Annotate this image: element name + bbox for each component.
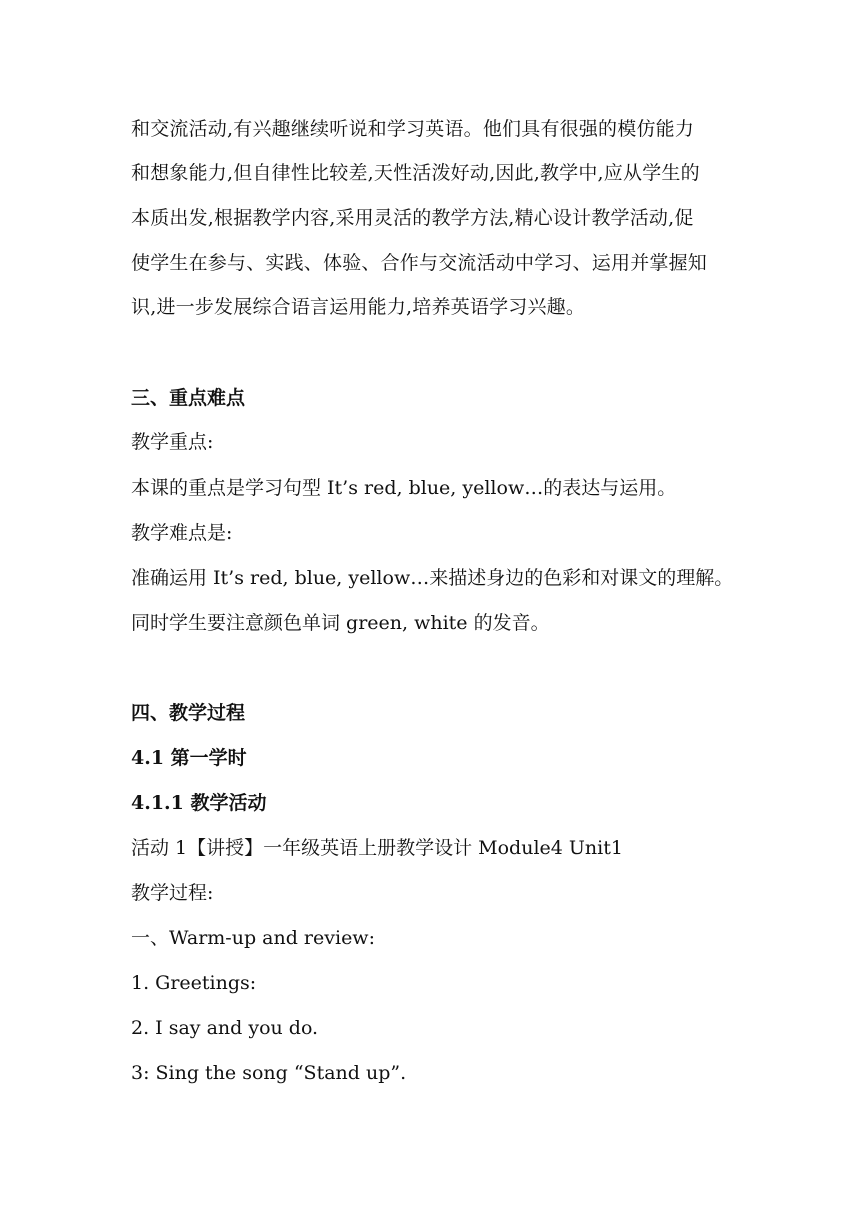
step-2: 2. I say and you do. [131,1017,319,1039]
section3-heading: 三、重点难点 [131,387,246,409]
subsection-4-1: 4.1 第一学时 [131,747,247,769]
subsection-4-1-1: 4.1.1 教学活动 [131,792,267,814]
intro-line-1: 和交流活动,有兴趣继续听说和学习英语。他们具有很强的模仿能力 [131,118,695,140]
difficulty-line-2: 同时学生要注意颜色单词 green, white 的发音。 [131,612,550,634]
intro-line-3: 本质出发,根据教学内容,采用灵活的教学方法,精心设计教学活动,促 [131,207,694,229]
focus-label: 教学重点: [131,431,214,453]
warmup-line: 一、Warm-up and review: [131,927,375,949]
step-1: 1. Greetings: [131,972,257,994]
focus-text: 本课的重点是学习句型 It’s red, blue, yellow…的表达与运用。 [131,477,677,499]
difficulty-label: 教学难点是: [131,522,233,544]
intro-line-2: 和想象能力,但自律性比较差,天性活泼好动,因此,教学中,应从学生的 [131,162,700,184]
activity-line: 活动 1【讲授】一年级英语上册教学设计 Module4 Unit1 [131,837,623,859]
step-3: 3: Sing the song “Stand up”. [131,1062,407,1084]
section4-heading: 四、教学过程 [131,702,246,724]
intro-line-5: 识,进一步发展综合语言运用能力,培养英语学习兴趣。 [131,296,586,318]
process-label: 教学过程: [131,882,214,904]
difficulty-line-1: 准确运用 It’s red, blue, yellow…来描述身边的色彩和对课文的理解。 [131,567,734,589]
intro-line-4: 使学生在参与、实践、体验、合作与交流活动中学习、运用并掌握知 [131,252,708,274]
